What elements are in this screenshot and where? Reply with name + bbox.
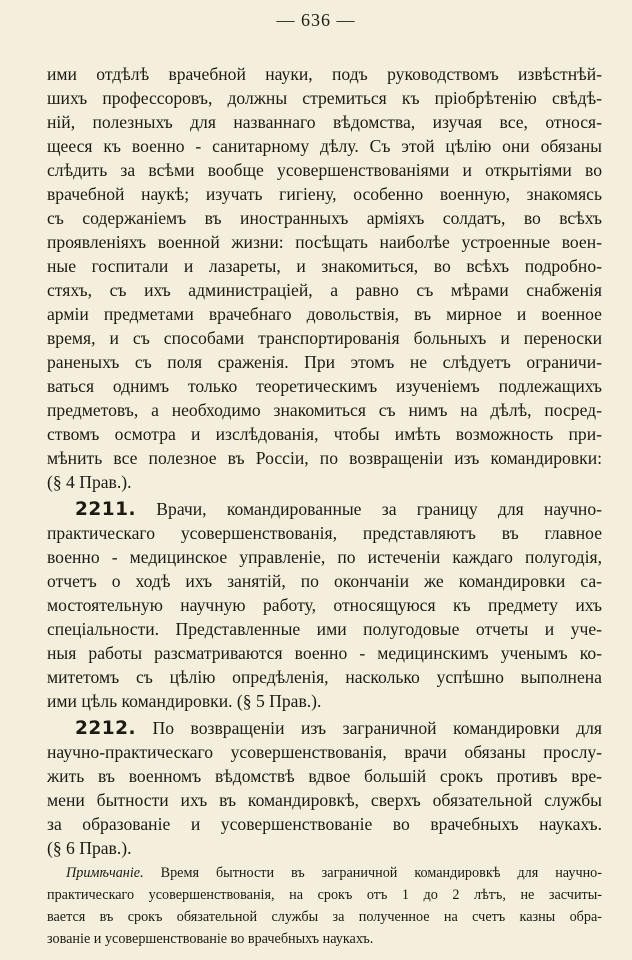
note-line: вается въ срокъ обязательной службы за полученное на счетъ казны обра- (47, 909, 602, 925)
article-number: 2212. (75, 718, 137, 739)
note-first-line (66, 862, 602, 884)
note-line: практическаго усовершенствованія, на срокъ отъ 1 до 2 лѣтъ, не засчиты- (47, 887, 602, 903)
text-line: за образованіе и усовершенствованіе во врачебныхъ наукахъ. (47, 814, 602, 834)
text-line: время, и съ способами транспортированія больныхъ и переноски (47, 328, 602, 348)
text-line: (§ 4 Прав.). (47, 472, 132, 492)
text-line: ими цѣль командировки. (§ 5 Прав.). (47, 691, 322, 711)
text-line: врачебной наукѣ; изучать гигіену, особенно военную, знакомясь (47, 184, 602, 204)
note-label: Примѣчаніе. (66, 865, 144, 881)
text-line: шихъ профессоровъ, должны стремиться къ пріобрѣтенію свѣдѣ- (47, 88, 602, 108)
text-line: ствомъ осмотра и изслѣдованія, чтобы имѣть возможность при- (47, 424, 602, 444)
text-line: митетомъ съ цѣлію опредѣленія, насколько успѣшно выполнена (47, 667, 602, 687)
text-line: ные госпитали и лазареты, и знакомиться, во всѣхъ подробно- (47, 256, 602, 276)
text-line: мостоятельную научную работу, относящуюся къ предмету ихъ (47, 595, 602, 615)
text-line: спеціальности. Представленные ими полугодовые отчеты и уче- (47, 619, 602, 639)
article-first-line (75, 497, 602, 521)
text-line: предметовъ, а необходимо знакомиться съ нимъ на дѣлѣ, посред- (47, 400, 602, 420)
text-line: раненыхъ съ поля сраженія. При этомъ не слѣдуетъ ограничи- (47, 352, 602, 372)
text-line: мени бытности ихъ въ командировкѣ, сверхъ обязательной службы (47, 790, 602, 810)
note-line: зованіе и усовершенствованіе во врачебныхъ наукахъ. (47, 931, 374, 947)
text-line: практическаго усовершенствованія, представляютъ въ главное (47, 523, 602, 543)
page-number: — 636 — (276, 10, 356, 30)
text-line: жить въ военномъ вѣдомствѣ вдвое большій срокъ противъ вре- (47, 766, 602, 786)
article-number: 2211. (75, 499, 137, 520)
text-line: ваться однимъ только теоретическимъ изученіемъ подлежащихъ (47, 376, 602, 396)
text-line: съ содержаніемъ въ иностранныхъ арміяхъ солдатъ, во всѣхъ (47, 208, 602, 228)
text-line: щееся къ военно - санитарному дѣлу. Съ этой цѣлію они обязаны (47, 136, 602, 156)
text-line: научно-практическаго усовершенствованія, врачи обязаны прослу- (47, 742, 602, 762)
text-fragment: Врачи, командированные за границу для научно- (156, 499, 602, 519)
text-line: ній, полезныхъ для названнаго вѣдомства, изучая все, относя- (47, 112, 602, 132)
text-fragment: Время бытности въ заграничной командировкѣ для научно- (160, 865, 602, 881)
text-line: стяхъ, съ ихъ администраціей, а равно съ мѣрами снабженія (47, 280, 602, 300)
text-line: ими отдѣлѣ врачебной науки, подъ руководствомъ извѣстнѣй- (47, 64, 602, 84)
text-line: (§ 6 Прав.). (47, 838, 132, 858)
text-line: отчетъ о ходѣ ихъ занятій, по окончаніи же командировки са- (47, 571, 602, 591)
text-line: проявленіяхъ военной жизни: посѣщать наиболѣе устроенные воен- (47, 232, 602, 252)
text-line: военно - медицинское управленіе, по истеченіи каждаго полугодія, (47, 547, 602, 567)
text-line: мѣнить все полезное въ Россіи, по возвращеніи изъ командировки: (47, 448, 602, 468)
text-line: арміи предметами врачебнаго довольствія, въ мирное и военное (47, 304, 602, 324)
text-line: слѣдить за всѣми вообще усовершенствованіями и открытіями во (47, 160, 602, 180)
text-fragment: По возвращеніи изъ заграничной командировки для (152, 718, 602, 738)
text-line: ныя работы разсматриваются военно - медицинскимъ ученымъ ко- (47, 643, 602, 663)
article-first-line (75, 716, 602, 740)
